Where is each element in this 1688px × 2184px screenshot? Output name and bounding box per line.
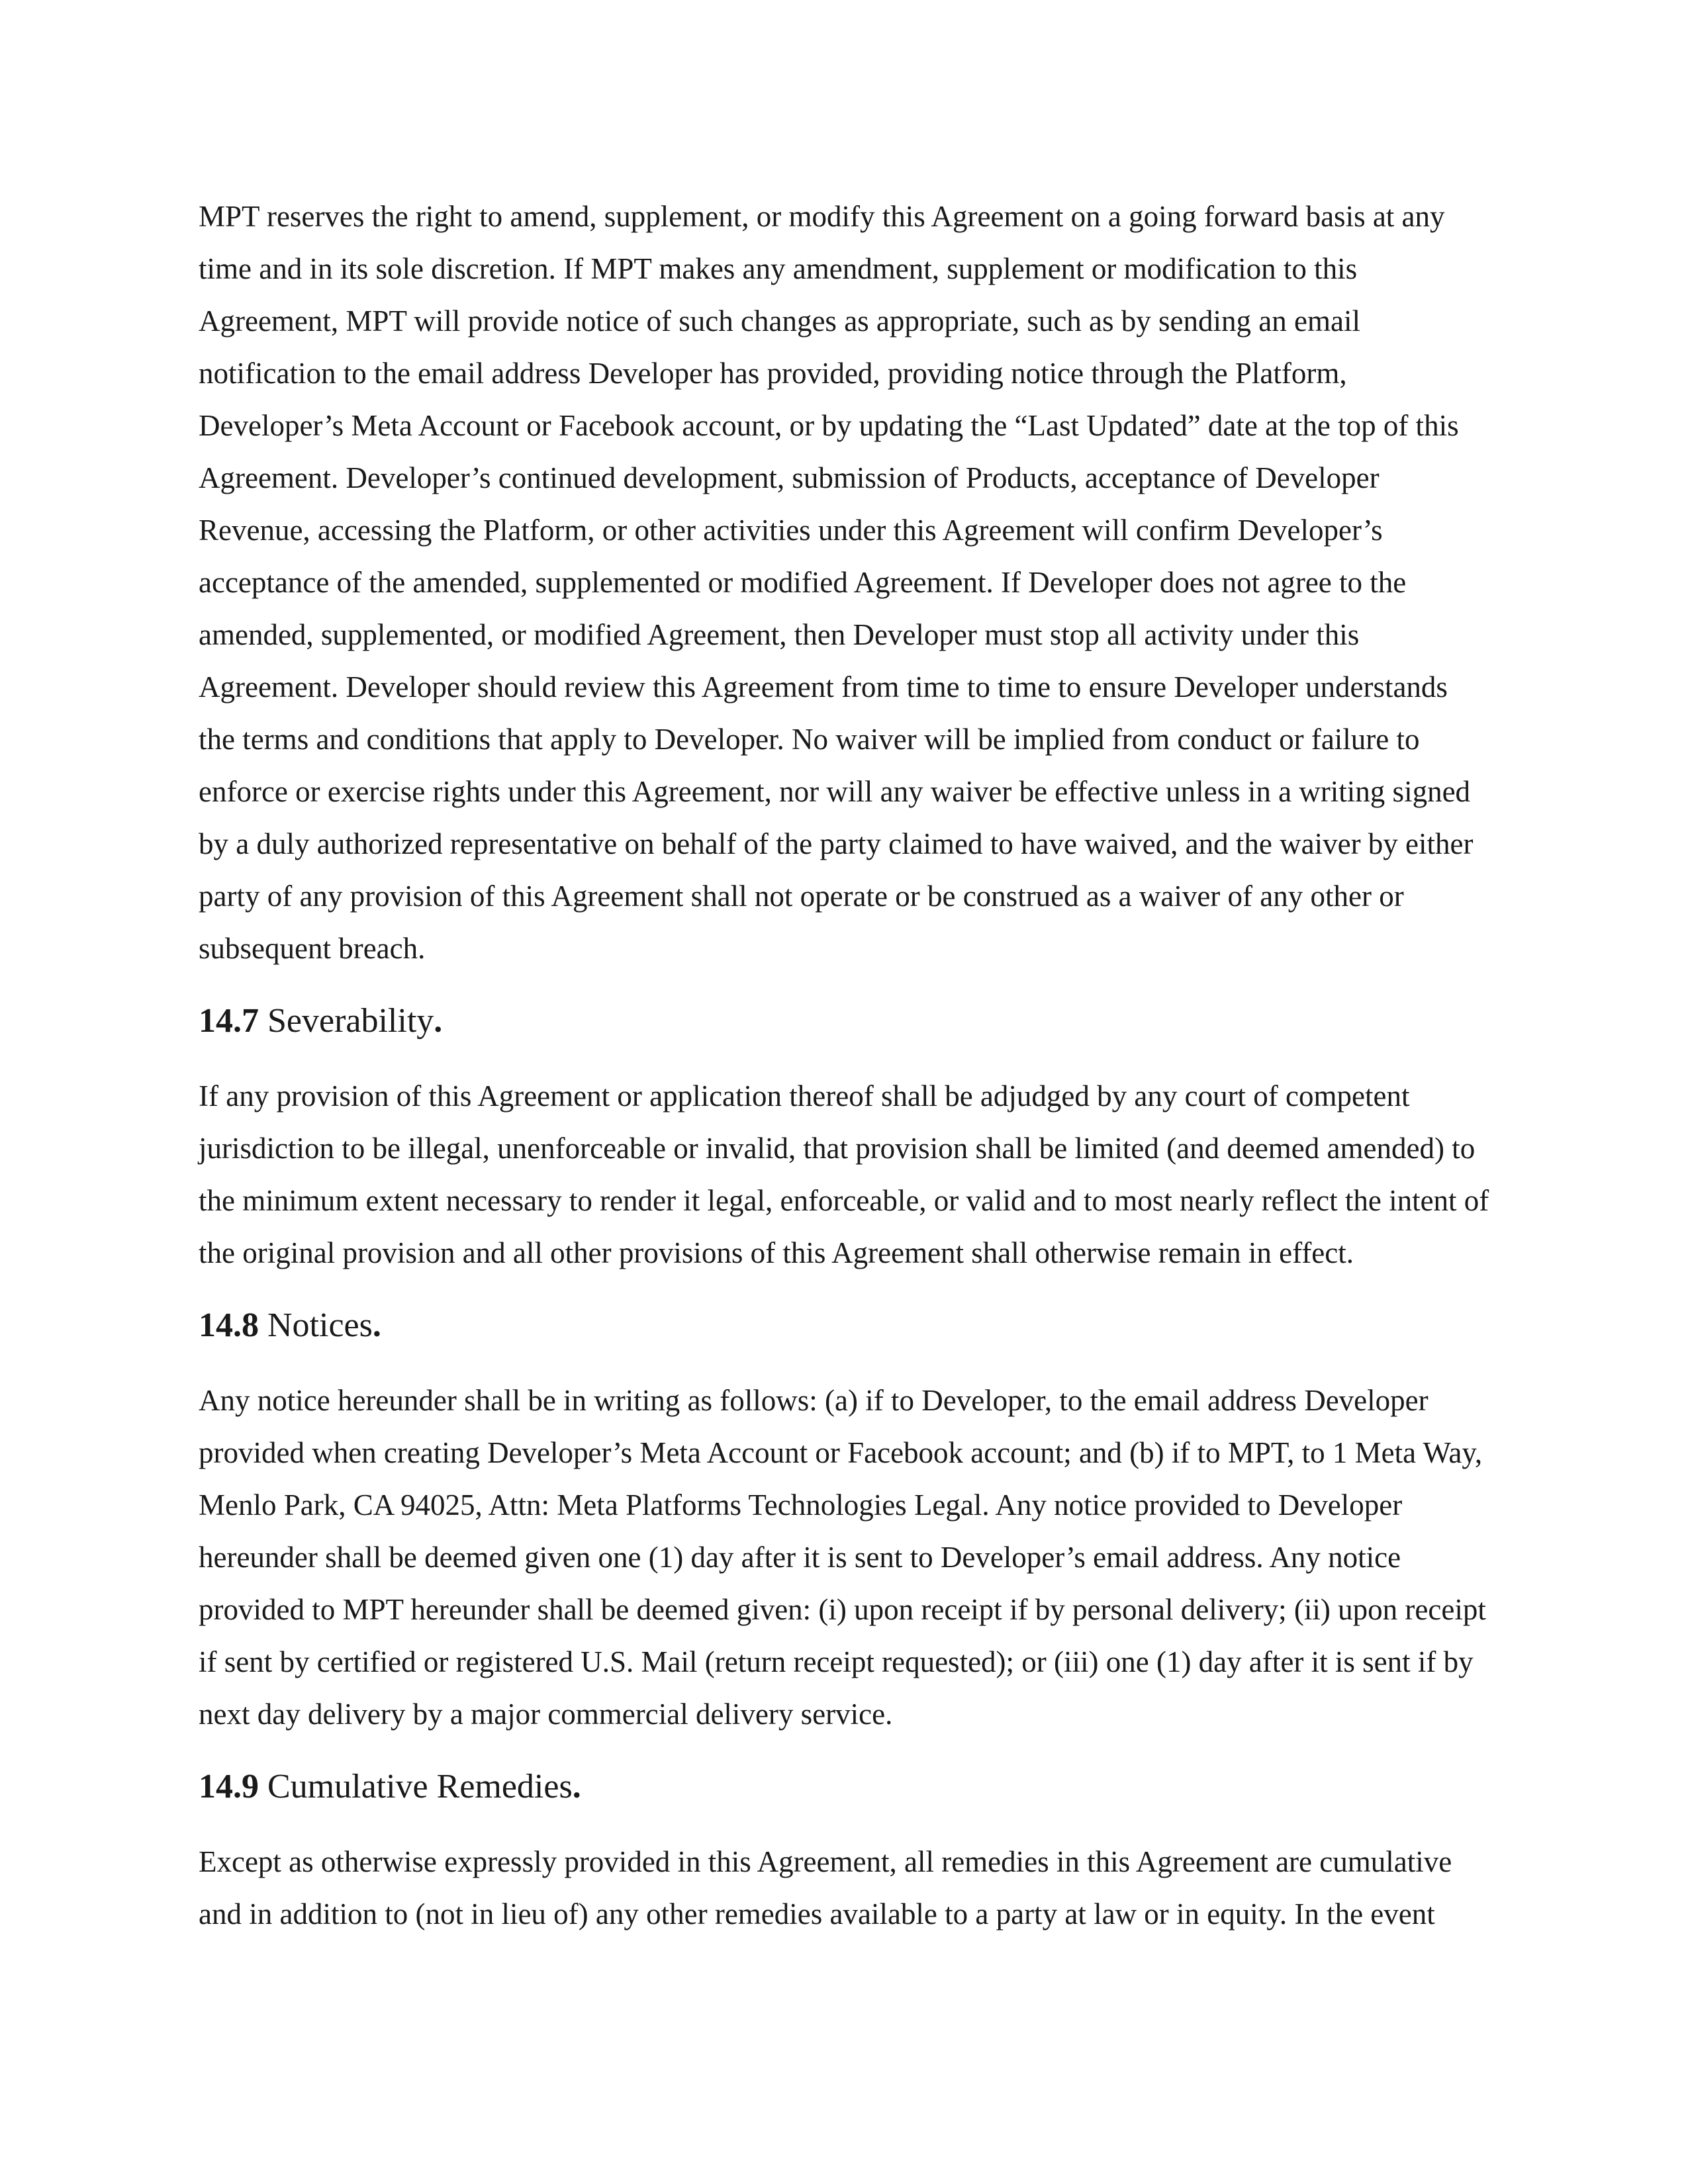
section-title: Cumulative Remedies [267,1768,573,1805]
section-heading-cumulative-remedies [199,1764,1489,1810]
section-title-period: . [372,1306,381,1344]
paragraph-notices: Any notice hereunder shall be in writing as follows: (a) if to Developer, to the email address Developer provided when creating Developer’s Meta Account or Facebook account; and (b) if to MPT, to 1 Meta Way, Menlo Park, CA 94025, Attn: Meta Platforms Technologies Legal. Any notice provided to Developer hereunder shall be deemed given one (1) day after it is sent to Developer’s email address. Any notice provided to MPT hereunder shall be deemed given: (i) upon receipt if by personal delivery; (ii) upon receipt if sent by certified or registered U.S. Mail (return receipt requested); or (iii) one (1) day after it is sent if by next day delivery by a major commercial delivery service. [199,1384,1486,1731]
section-title-period: . [572,1768,581,1805]
section-number: 14.7 [199,1002,259,1040]
section-number: 14.9 [199,1768,259,1805]
section-title-period: . [434,1002,443,1040]
paragraph-cumulative-remedies: Except as otherwise expressly provided in this Agreement, all remedies in this Agreement are cumulative and in addition to (not in lieu of) any other remedies available to a party at law or in equity. In the event [199,1845,1452,1931]
paragraph-severability: If any provision of this Agreement or application thereof shall be adjudged by any court of competent jurisdiction to be illegal, unenforceable or invalid, that provision shall be limited (and deemed amended) to the minimum extent necessary to render it legal, enforceable, or valid and to most nearly reflect the intent of the original provision and all other provisions of this Agreement shall otherwise remain in effect. [199,1079,1489,1269]
section-title: Severability [267,1002,434,1040]
section-heading-severability [199,998,1489,1044]
section-title: Notices [267,1306,373,1344]
paragraph-amendment: MPT reserves the right to amend, supplement, or modify this Agreement on a going forward basis at any time and in its sole discretion. If MPT makes any amendment, supplement or modification to this Agreement, MPT will provide notice of such changes as appropriate, such as by sending an email notification to the email address Developer has provided, providing notice through the Platform, Developer’s Meta Account or Facebook account, or by updating the “Last Updated” date at the top of this Agreement. Developer’s continued development, submission of Products, acceptance of Developer Revenue, accessing the Platform, or other activities under this Agreement will confirm Developer’s acceptance of the amended, supplemented or modified Agreement. If Developer does not agree to the amended, supplemented, or modified Agreement, then Developer must stop all activity under this Agreement. Developer should review this Agreement from time to time to ensure Developer understands the terms and conditions that apply to Developer. No waiver will be implied from conduct or failure to enforce or exercise rights under this Agreement, nor will any waiver be effective unless in a writing signed by a duly authorized representative on behalf of the party claimed to have waived, and the waiver by either party of any provision of this Agreement shall not operate or be construed as a waiver of any other or subsequent breach. [199,200,1474,965]
section-number: 14.8 [199,1306,259,1344]
document-page [199,191,1489,1940]
section-heading-notices [199,1302,1489,1349]
